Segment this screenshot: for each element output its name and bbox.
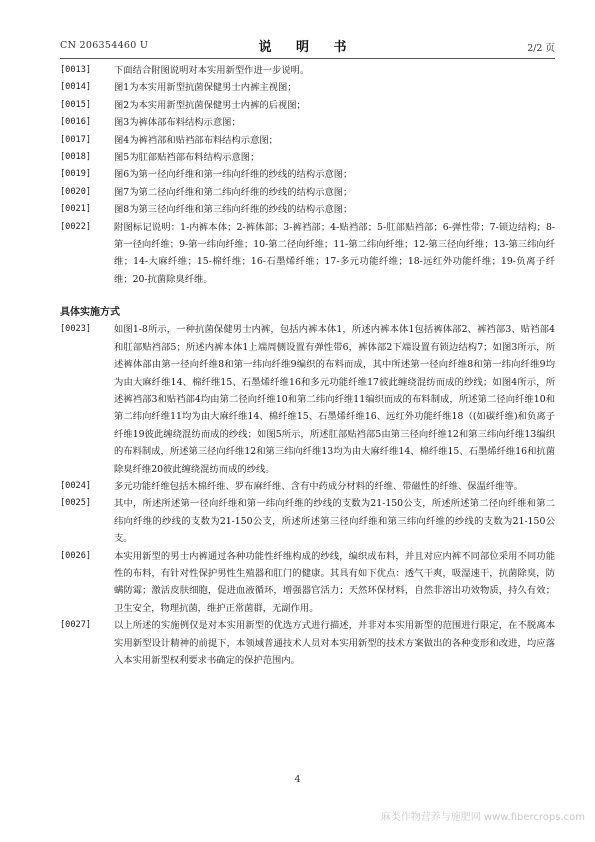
page-header [60, 36, 555, 54]
paragraph-number: [0014] [60, 82, 92, 93]
paragraph-0025 [60, 495, 555, 547]
paragraph-0018 [60, 149, 555, 166]
paragraph-0017 [60, 132, 555, 149]
paragraph-number: [0023] [60, 324, 92, 335]
paragraph-text: 图2为本实用新型抗菌保健男士内裤的后视图； [114, 99, 306, 111]
paragraph-0023 [60, 321, 555, 478]
paragraph-number: [0013] [60, 65, 92, 75]
paragraph-text: 多元功能纤维包括木棉纤维、罗布麻纤维、含有中药成分材料的纤维、带磁性的纤维、保温纤维等。 [114, 480, 524, 492]
paragraph-text: 图4为裤裆部和贴裆部布料结构示意图； [114, 134, 278, 146]
paragraph-number: [0015] [60, 99, 92, 110]
paragraph-0016 [60, 114, 555, 131]
paragraph-text: 图7为第二径向纤维和第二纬向纤维的纱线的结构示意图； [114, 186, 353, 198]
paragraph-number: [0027] [60, 620, 92, 631]
paragraph-0026 [60, 548, 555, 618]
section-spacer [60, 288, 555, 304]
paragraph-0013 [60, 62, 555, 79]
paragraph-0014 [60, 79, 555, 96]
header-rule [60, 58, 555, 59]
paragraph-0021 [60, 201, 555, 218]
embodiment-paragraphs [60, 321, 555, 669]
paragraph-number: [0021] [60, 204, 92, 215]
patent-number: CN 206354460 U [60, 40, 149, 51]
page-number: 4 [294, 774, 301, 785]
paragraph-text: 图6为第一径向纤维和第一纬向纤维的纱线的结构示意图； [114, 169, 353, 181]
paragraph-number: [0017] [60, 134, 92, 145]
paragraph-text: 下面结合附图说明对本实用新型作进一步说明。 [114, 65, 310, 76]
paragraph-number: [0018] [60, 152, 92, 163]
paragraph-text: 图8为第三径向纤维和第三纬向纤维的纱线的结构示意图； [114, 204, 353, 216]
paragraph-text: 如图1-8所示，一种抗菌保健男士内裤，包括内裤本体1，所述内裤本体1包括裤体部2、裤裆部3、贴裆部4和肛部贴裆部5；所述内裤本体1上端周侧设置有弹性带6，裤体部2下端设置有锁边结构7；如图3所示，所述裤体部由第一径向纤维8和第一纬向纤维9编织的布料而成，其中所述第一径向纤维8和第一纬向纤维9均为由大麻纤维14、棉纤维15、石墨烯纤维16和多元功能纤维17彼此缠绕混纺而成的纱线；如图4所示，所述裤裆部3和贴裆部4均由第二径向纤维10和第二纬向纤维11编织而成的布料制成，所述第二径向纤维10和第二纬向纤维11均为由大麻纤维14、棉纤维15、石墨烯纤维16、远红外功能纤维18（(如碳纤维)和负离子纤维19彼此缠绕混纺而成的纱线；如图5所示，所述肛部贴裆部5由第三径向纤维12和第三纬向纤维13编织的布料制成，所述第三径向纤维12和第三纬向纤维13均为由大麻纤维14、棉纤维15、石墨烯纤维16和抗菌除臭纤维20彼此缠绕混纺而成的纱线。 [114, 324, 555, 475]
paragraph-number: [0022] [60, 221, 92, 232]
paragraph-0022 [60, 219, 555, 289]
site-watermark: 麻类作物营养与施肥网 www.fibercrops.com [380, 812, 585, 823]
paragraph-0020 [60, 184, 555, 201]
document-title: 说 明 书 [258, 40, 357, 55]
paragraph-0019 [60, 166, 555, 183]
paragraph-text: 附图标记说明：1-内裤本体；2-裤体部；3-裤裆部；4-贴裆部；5-肛部贴裆部；6-弹性带；7-锁边结构；8-第一径向纤维；9-第一纬向纤维；10-第二径向纤维；11-第二纬向纤维；12-第三径向纤维；13-第三纬向纤维；14-大麻纤维；15-棉纤维；16-石墨烯纤维；17-多元功能纤维；18-远红外功能纤维；19-负离子纤维；20-抗菌除臭纤维。 [114, 221, 555, 285]
paragraph-text: 图1为本实用新型抗菌保健男士内裤主视图； [114, 82, 297, 94]
paragraph-text: 本实用新型的男士内裤通过各种功能性纤维构成的纱线，编织成布料，并且对应内裤不同部位采用不同功能性的布料，有针对性保护男性生殖器和肛门的健康。其具有如下优点：透气干爽，吸湿速干，抗菌除臭，防螨防霉；激活皮肤细胞，促进血液循环，增强器官活力；天然环保材料，自然非溶出功效物质，持久有效；卫生安全，物理抗菌，维护正常菌群，无副作用。 [114, 550, 555, 614]
paragraph-0027 [60, 617, 555, 669]
document-body [60, 62, 555, 669]
paragraph-number: [0016] [60, 117, 92, 128]
paragraph-0015 [60, 97, 555, 114]
paragraph-text: 图3为裤体部布料结构示意图； [114, 117, 241, 129]
paragraph-0024 [60, 478, 555, 495]
page-indicator: 2/2 页 [527, 43, 555, 54]
paragraph-number: [0019] [60, 169, 92, 180]
paragraph-number: [0024] [60, 480, 92, 491]
section-heading: 具体实施方式 [60, 307, 120, 319]
paragraph-text: 以上所述的实施例仅是对本实用新型的优选方式进行描述，并非对本实用新型的范围进行限定，在不脱离本实用新型设计精神的前提下，本领域普通技术人员对本实用新型的技术方案做出的各种变形和改进，均应落入本实用新型权利要求书确定的保护范围内。 [114, 620, 555, 666]
paragraph-text: 图5为肛部贴裆部布料结构示意图； [114, 152, 260, 164]
paragraph-text: 其中，所述所述第一径向纤维和第一纬向纤维的纱线的支数为21-150公支，所述所述第二径向纤维和第二纬向纤维的纱线的支数为21-150公支，所述所述第三径向纤维和第三纬向纤维的纱线的支数为21-150公支。 [114, 498, 555, 545]
figure-description-list [60, 62, 555, 288]
paragraph-number: [0020] [60, 186, 92, 197]
paragraph-number: [0026] [60, 550, 92, 561]
paragraph-number: [0025] [60, 498, 92, 509]
